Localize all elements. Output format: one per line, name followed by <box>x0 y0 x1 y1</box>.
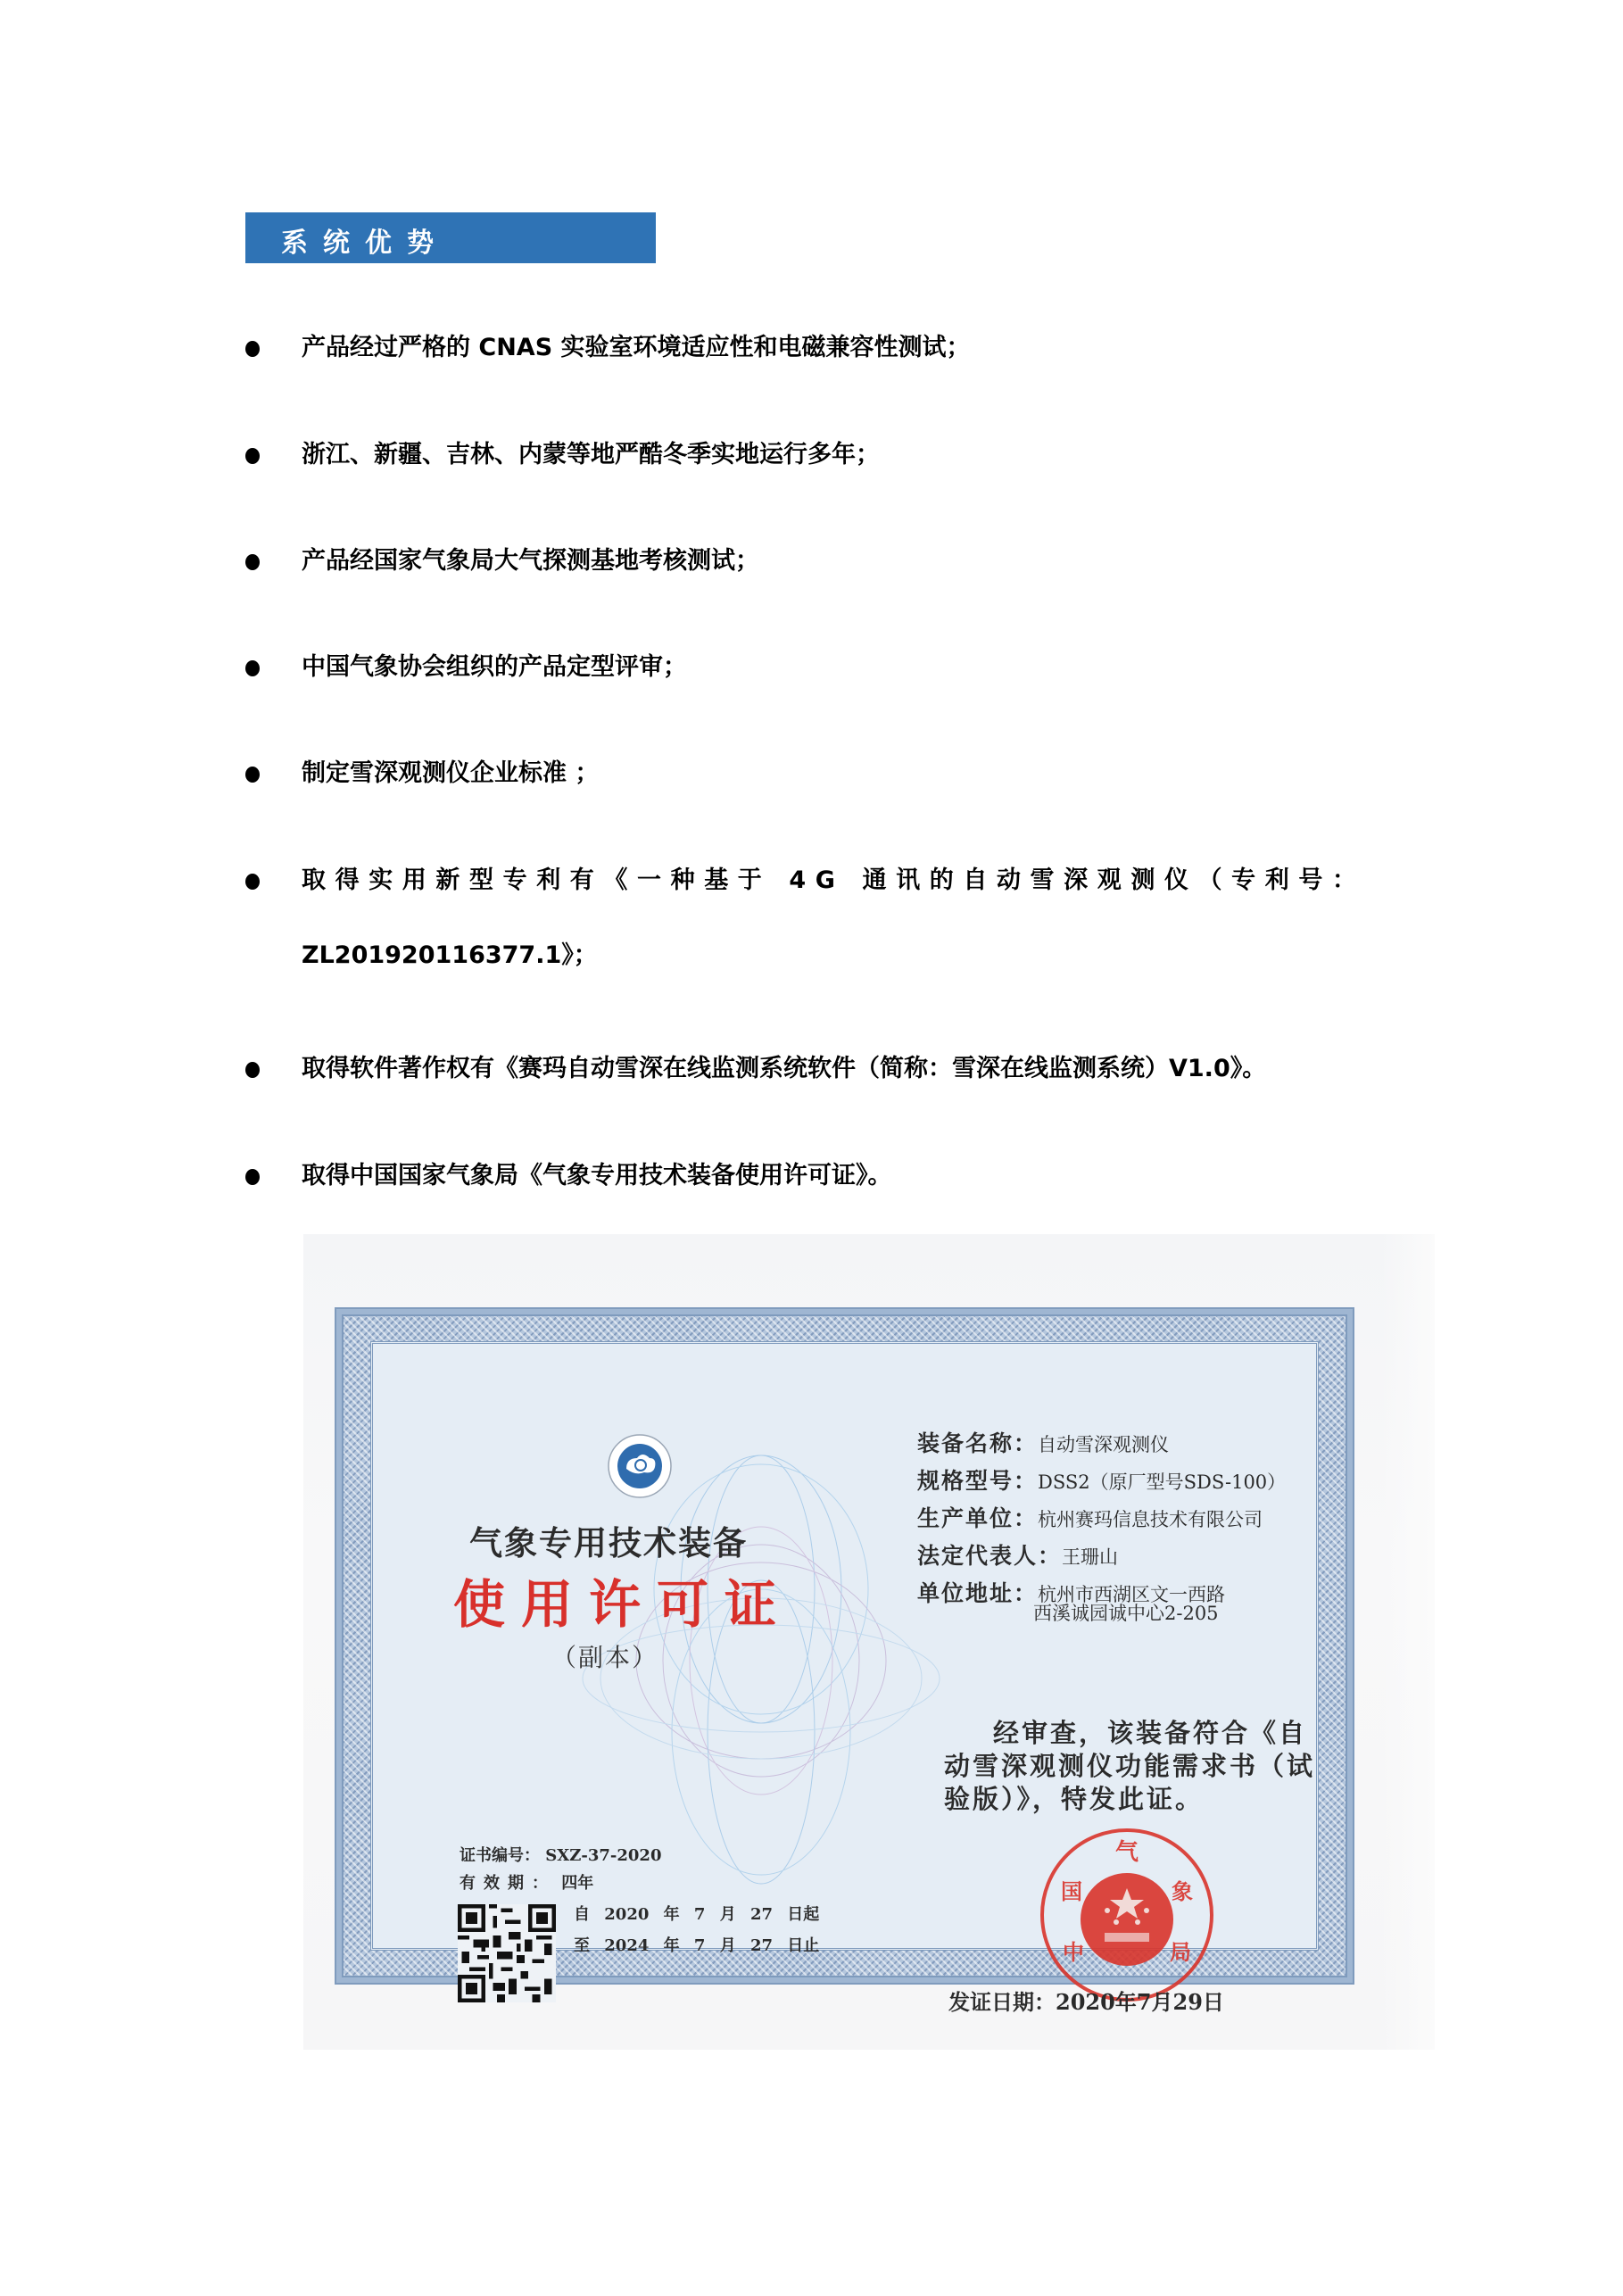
svg-text:气: 气 <box>1114 1839 1139 1866</box>
meteorological-emblem-icon <box>607 1433 673 1499</box>
svg-text:局: 局 <box>1170 1940 1191 1965</box>
certificate-body <box>370 1341 1319 2015</box>
list-item-text: 浙江、新疆、吉林、内蒙等地严酷冬季实地运行多年； <box>302 441 880 468</box>
issue-date: 发证日期：2020年7月29日 <box>948 1989 1224 2015</box>
certificate-number: 证书编号： SXZ-37-2020 <box>460 1846 662 1865</box>
svg-text:象: 象 <box>1172 1879 1193 1904</box>
bullet-icon <box>245 874 260 890</box>
section-title: 系统优势 <box>281 228 449 259</box>
bullet-icon <box>245 554 260 570</box>
qr-code-icon <box>458 1904 556 2002</box>
bullet-icon <box>245 660 260 676</box>
list-item-text: 取得实用新型专利有《一种基于 4G 通讯的自动雪深观测仪（专利号： <box>302 866 1366 894</box>
certificate-frame <box>335 1307 1354 2015</box>
certificate-title-copy: （副本） <box>551 1643 659 1672</box>
certificate-statement: 经审查，该装备符合《自 动雪深观测仪功能需求书（试验版）》，特发此证。 <box>944 1718 1316 1814</box>
list-item-text: 产品经过严格的 CNAS 实验室环境适应性和电磁兼容性测试； <box>302 334 971 361</box>
bullet-icon <box>245 1062 260 1078</box>
list-item-text: 取得软件著作权有《赛玛自动雪深在线监测系统软件（简称：雪深在线监测系统）V1.0》。 <box>302 1055 1267 1082</box>
valid-to: 至 2024 年 7 月 27 日止 <box>574 1936 820 1955</box>
list-item-text: 中国气象协会组织的产品定型评审； <box>302 653 687 681</box>
field-legal-representative: 法定代表人：王珊山 <box>917 1543 1119 1569</box>
svg-text:中: 中 <box>1063 1940 1084 1965</box>
field-address: 单位地址：杭州市西湖区文一西路 西溪诚园诚中心2-205 <box>917 1580 1226 1624</box>
bullet-icon <box>245 767 260 783</box>
list-item-text: 制定雪深观测仪企业标准 ； <box>302 759 600 787</box>
official-seal-icon <box>1038 1826 1216 2004</box>
list-item-text: 取得中国国家气象局《气象专用技术装备使用许可证》。 <box>302 1162 892 1189</box>
valid-from: 自 2020 年 7 月 27 日起 <box>574 1905 820 1924</box>
bullet-icon <box>245 448 260 464</box>
list-item-continuation: ZL201920116377.1》； <box>302 941 598 969</box>
bullet-icon <box>245 341 260 357</box>
certificate-title-main: 使用许可证 <box>453 1574 793 1635</box>
certificate-title-line1: 气象专用技术装备 <box>469 1523 748 1562</box>
certificate-validity: 有效期： 四年 <box>460 1874 594 1893</box>
field-equipment-name: 装备名称：自动雪深观测仪 <box>917 1430 1170 1456</box>
svg-text:国: 国 <box>1061 1879 1082 1904</box>
section-header <box>245 212 656 263</box>
field-model: 规格型号：DSS2（原厂型号SDS-100） <box>917 1468 1287 1494</box>
list-item-text: 产品经国家气象局大气探测基地考核测试； <box>302 547 759 575</box>
bullet-icon <box>245 1169 260 1185</box>
field-manufacturer: 生产单位：杭州赛玛信息技术有限公司 <box>917 1505 1263 1531</box>
